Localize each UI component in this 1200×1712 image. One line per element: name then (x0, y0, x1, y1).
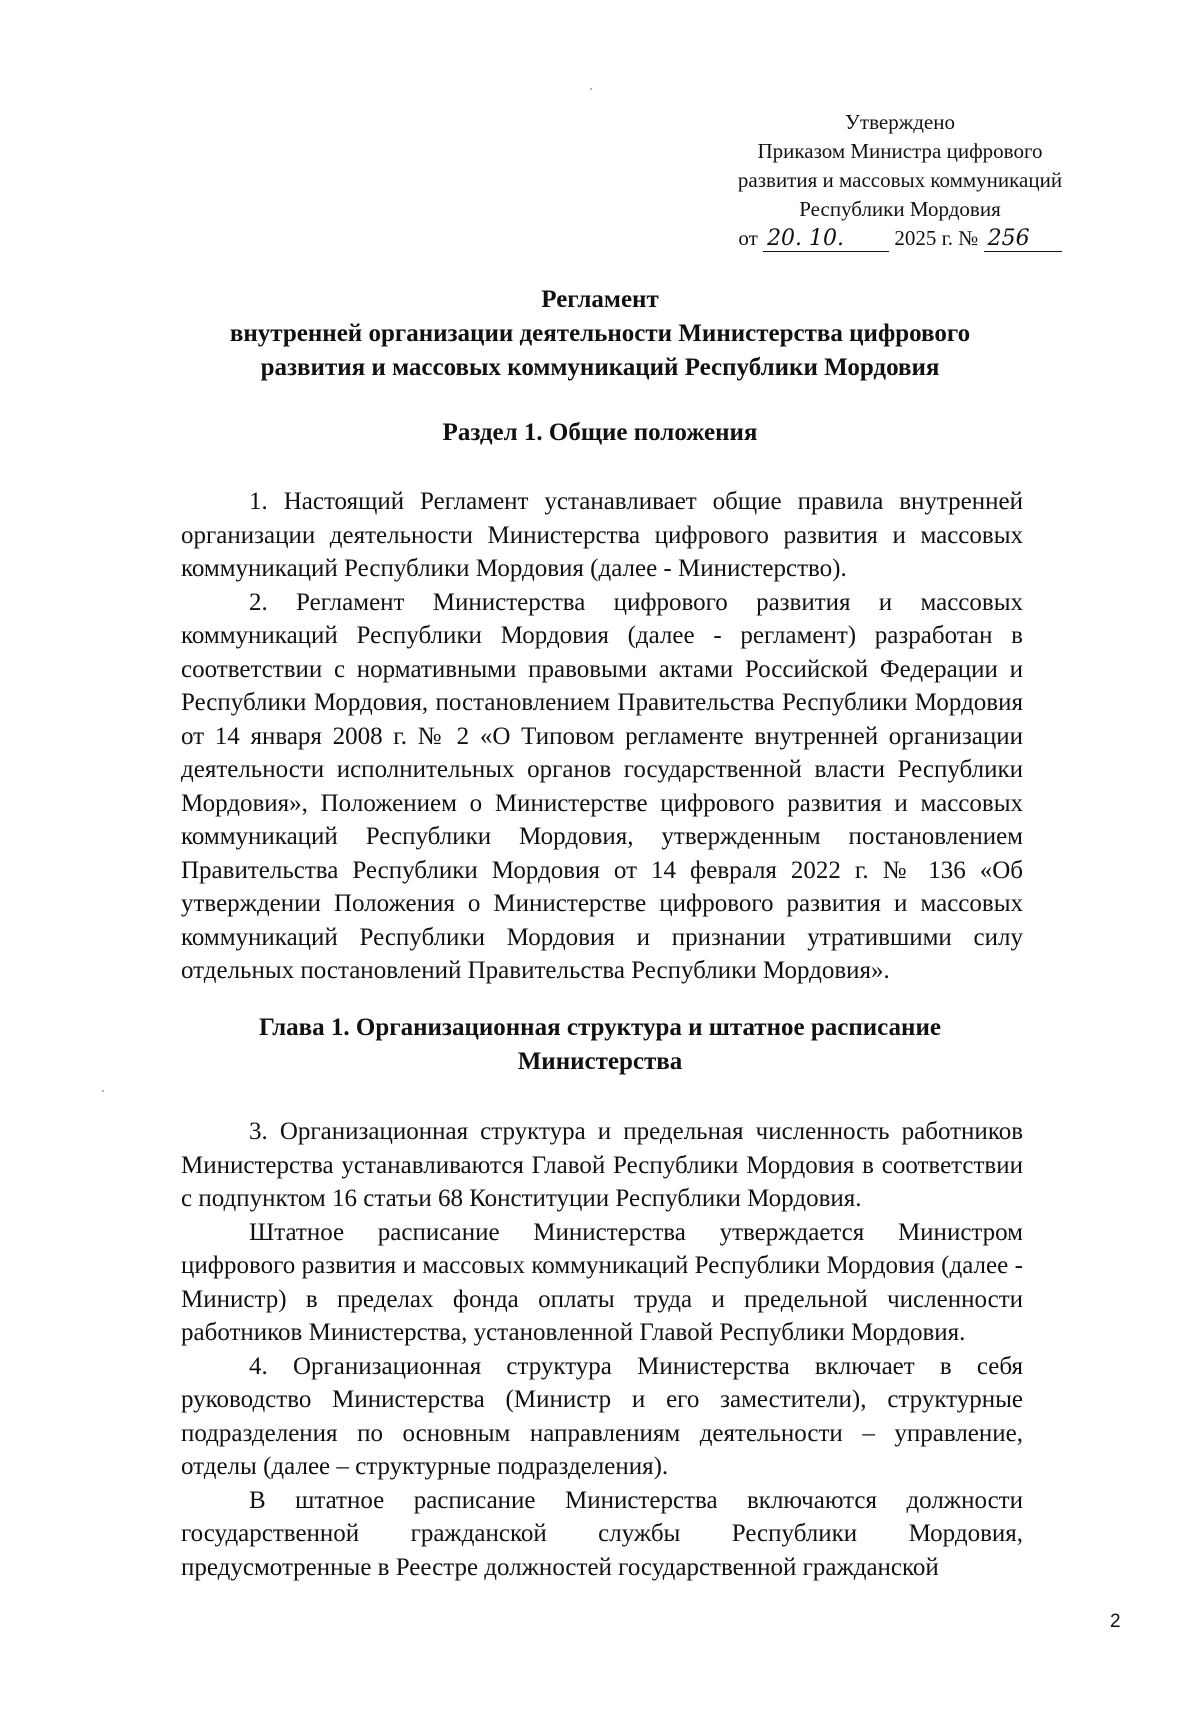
paragraph: В штатное расписание Министерства включаются должности государственной гражданской службы Республики Мордовия, предусмотренные в Реестре должностей государственной гражданской (181, 1486, 1023, 1581)
paragraph: 2. Регламент Министерства цифрового развития и массовых коммуникаций Республики Мордовия (далее - регламент) разработан в соответствии с нормативными правовыми актами Российской Федерации и Республики Мордовия, постановлением Правительства Республики Мордовия от 14 января 2008 г. № 2 «О Типовом регламенте внутренней организации деятельности исполнительных органов государственной власти Республики Мордовия», Положением о Министерстве цифрового развития и массовых коммуникаций Республики Мордовия, утвержденным постановлением Правительства Республики Мордовия от 14 февраля 2022 г. № 136 «Об утверждении Положения о Министерстве цифрового развития и массовых коммуникаций Республики Мордовия и признании утратившими силу отдельных постановлений Правительства Республики Мордовия». (181, 588, 1023, 984)
paragraph: Штатное расписание Министерства утверждается Министром цифрового развития и массовых коммуникаций Республики Мордовия (далее - Министр) в пределах фонда оплаты труда и предельной численности работников Министерства, установленной Главой Республики Мордовия. (181, 1218, 1023, 1346)
chapter-heading (180, 1011, 1020, 1079)
title-line: развития и массовых коммуникаций Республики Мордовия (260, 354, 940, 381)
handwritten-date: 20. 10. (763, 227, 889, 252)
page-number: 2 (1110, 1611, 1121, 1632)
handwritten-number: 256 (984, 227, 1062, 252)
approval-line: развития и массовых коммуникаций (737, 168, 1063, 192)
scan-speck (590, 88, 592, 90)
paragraph: 4. Организационная структура Министерства включает в себя руководство Министерства (Министр и его заместители), структурные подразделения по основным направлениям деятельности – управление, отделы (далее – структурные подразделения). (181, 1352, 1023, 1480)
title-line: Регламент (541, 286, 659, 313)
chapter-body (181, 1115, 1023, 1584)
chapter-heading-line: Глава 1. Организационная структура и штатное расписание (259, 1014, 941, 1041)
date-prefix: от (738, 226, 758, 250)
section-body (181, 485, 1023, 988)
paragraph: 3. Организационная структура и предельная численность работников Министерства устанавливаются Главой Республики Мордовия в соответствии с подпунктом 16 статьи 68 Конституции Республики Мордовия. (181, 1118, 1023, 1212)
approval-line: Утверждено (845, 110, 955, 134)
approval-line: Республики Мордовия (799, 197, 1001, 221)
approval-date-line (700, 224, 1100, 253)
title-line: внутренней организации деятельности Министерства цифрового (229, 320, 971, 347)
year-text: 2025 г. № (894, 226, 979, 250)
approval-line: Приказом Министра цифрового (757, 139, 1043, 163)
scan-speck (102, 1090, 104, 1092)
section-heading: Раздел 1. Общие положения (442, 419, 758, 446)
approval-block (700, 108, 1100, 253)
paragraph: 1. Настоящий Регламент устанавливает общие правила внутренней организации деятельности Министерства цифрового развития и массовых коммуникаций Республики Мордовия (далее - Министерство). (181, 488, 1023, 582)
document-title (180, 283, 1020, 385)
chapter-heading-line: Министерства (517, 1048, 683, 1075)
